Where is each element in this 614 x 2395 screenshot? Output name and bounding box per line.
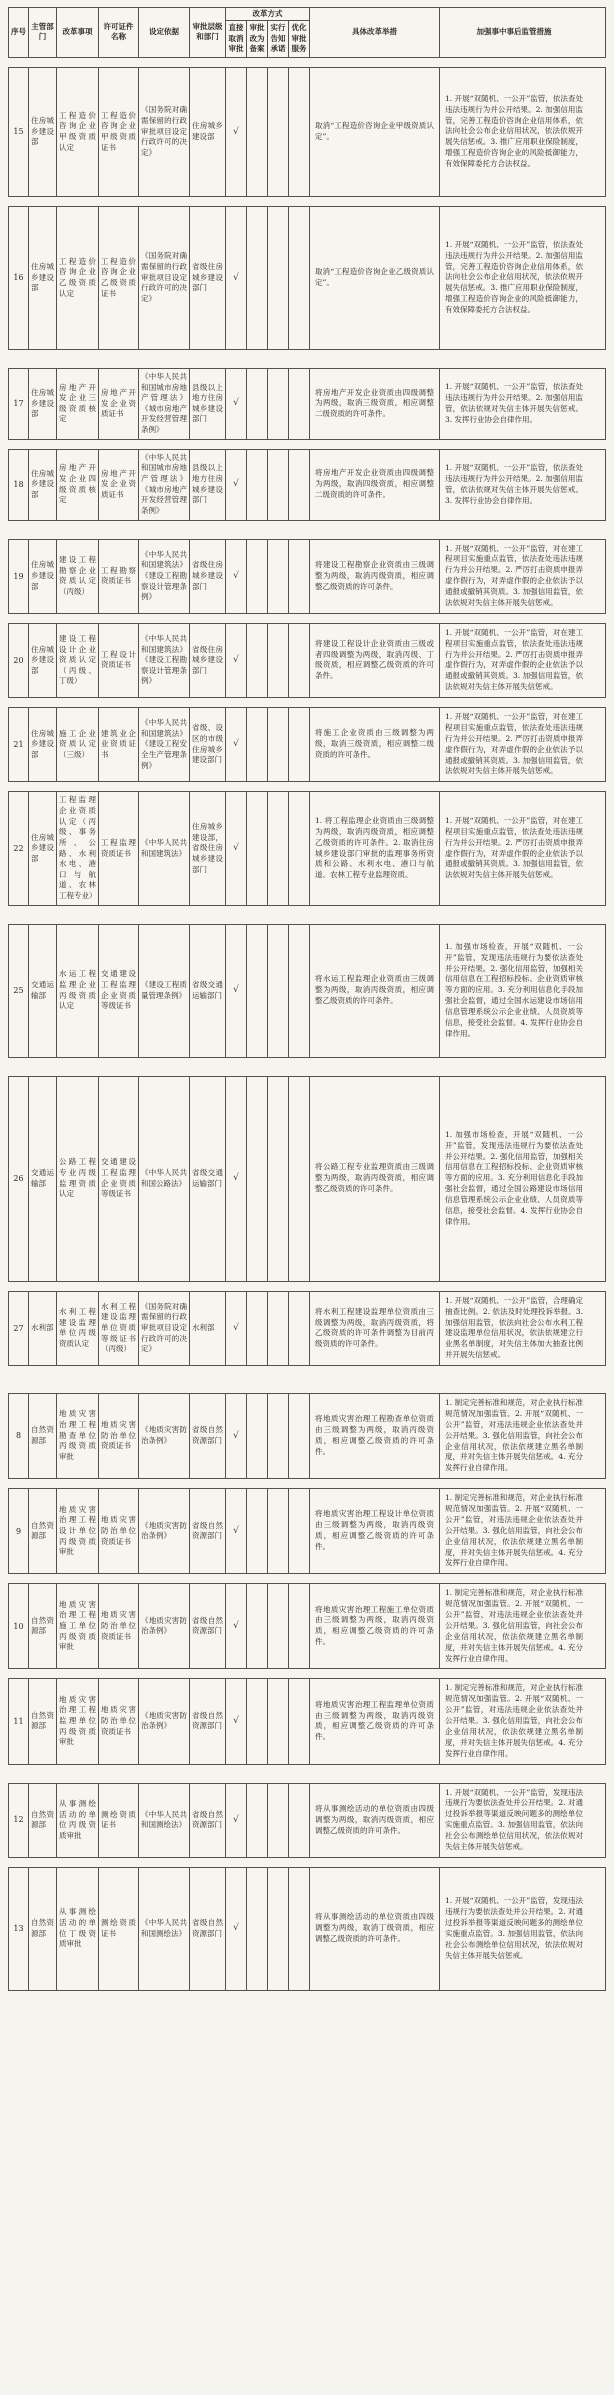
cell-department: 自然资源部 [29, 1679, 57, 1763]
table-row [8, 924, 606, 1058]
cell-legal-basis: 《中华人民共和国建筑法》《建设工程勘察设计管理条例》 [139, 624, 190, 697]
cell-legal-basis: 《地质灾害防治条例》 [139, 1394, 190, 1478]
cell-reform-item: 工程造价咨询企业乙级资质认定 [57, 207, 99, 349]
cell-supervision-measures: 1. 制定完善标准和规范，对企业执行标准规范情况加强监管。2. 开展“双随机、一公开”监管，对违法违规企业依法查处并公开结果。3. 强化信用监管，向社会公布企业信用状况，依法依规建立黑名单制度，并对失信主体开展失信惩戒。4. 充分发挥行业自律作用。 [445, 1588, 583, 1663]
cell-row-number: 17 [9, 369, 29, 439]
header-seq: 序号 [9, 8, 29, 57]
cell-license-name: 工程监理资质证书 [99, 792, 139, 904]
header-license-name: 许可证件名称 [99, 8, 139, 57]
cell-supervision-measures: 1. 开展“双随机、一公开”监管，合理确定抽查比例。2. 依法及时处理投诉举报。3. 加强信用监管，依法向社会公布水利工程建设监理单位信用状况，依法依规建立行业黑名单制度，对失信主体加大抽查比例并开展失信惩戒。 [445, 1295, 583, 1360]
cell-check-optimize-service [289, 1292, 310, 1365]
table-row [8, 707, 606, 782]
cell-supervision-measures: 1. 开展“双随机、一公开”监管，依法查处违法违规行为并公开结果。2. 加强信用监管，依法依规对失信主体开展失信惩戒。3. 发挥行业协会自律作用。 [445, 382, 583, 424]
cell-supervision-measures: 1. 制定完善标准和规范，对企业执行标准规范情况加强监管。2. 开展“双随机、一公开”监管，对违法违规企业依法查处并公开结果。3. 强化信用监管，向社会公布企业信用状况，依法依规建立黑名单制度，并对失信主体开展失信惩戒。4. 充分发挥行业自律作用。 [445, 1683, 583, 1758]
cell-reform-measures: 将地质灾害治理工程监理单位资质由三级调整为两级，取消丙级资质，相应调整乙级资质的许可条件。 [310, 1679, 440, 1763]
cell-department: 住房城乡建设部 [29, 450, 57, 520]
header-reform-item: 改革事项 [57, 8, 99, 57]
cell-legal-basis: 《中华人民共和国公路法》 [139, 1077, 190, 1281]
cell-approval-level: 省级交通运输部门 [190, 1077, 226, 1281]
cell-approval-level: 省级自然资源部门 [190, 1679, 226, 1763]
table-body [8, 67, 606, 1991]
cell-approval-level: 省级自然资源部门 [190, 1394, 226, 1478]
cell-legal-basis: 《中华人民共和国城市房地产管理法》《城市房地产开发经营管理条例》 [139, 369, 190, 439]
cell-check-cancel-approval: √ [226, 1868, 247, 1990]
cell-department: 水利部 [29, 1292, 57, 1365]
cell-reform-item: 水利工程建设监理单位丙级资质认定 [57, 1292, 99, 1365]
cell-department: 住房城乡建设部 [29, 207, 57, 349]
cell-check-cancel-approval: √ [226, 1077, 247, 1281]
cell-reform-item: 公路工程专业丙级监理资质认定 [57, 1077, 99, 1281]
cell-license-name: 地质灾害防治单位资质证书 [99, 1584, 139, 1668]
cell-check-notification-commitment [268, 1784, 289, 1857]
cell-check-cancel-approval: √ [226, 207, 247, 349]
cell-check-notification-commitment [268, 207, 289, 349]
table-row [8, 1076, 606, 1282]
cell-row-number: 18 [9, 450, 29, 520]
header-reform-mode-group: 改革方式 [226, 8, 310, 21]
cell-approval-level: 省级自然资源部门 [190, 1489, 226, 1573]
header-specific-measures: 具体改革举措 [310, 8, 440, 57]
cell-check-optimize-service [289, 369, 310, 439]
cell-license-name: 工程勘察资质证书 [99, 540, 139, 613]
cell-reform-item: 地质灾害治理工程施工单位丙级资质审批 [57, 1584, 99, 1668]
cell-supervision-measures: 1. 开展“双随机、一公开”监管，依法查处违法违规行为并公开结果。2. 加强信用监管，完善工程造价咨询企业信用体系，依法向社会公布企业信用状况，依法依规开展失信惩戒。3. 推广应用职业保险制度，增强工程造价咨询企业的风险抵御能力，有效保障委托方合法权益。 [445, 239, 583, 315]
cell-check-change-to-filing [247, 1394, 268, 1478]
cell-department: 自然资源部 [29, 1584, 57, 1668]
cell-check-optimize-service [289, 1394, 310, 1478]
cell-check-notification-commitment [268, 540, 289, 613]
cell-check-notification-commitment [268, 1868, 289, 1990]
cell-check-cancel-approval: √ [226, 708, 247, 781]
cell-reform-item: 从事测绘活动的单位丁级资质审批 [57, 1868, 99, 1990]
cell-license-name: 地质灾害防治单位资质证书 [99, 1394, 139, 1478]
cell-supervision-measures: 1. 开展“双随机、一公开”监管，发现违法违规行为要依法查处并公开结果。2. 对通过投诉举报等渠道反映问题多的测绘单位实施重点监管。3. 加强信用监管，依法向社会公布测绘单位信用状况，依法依规对失信主体开展失信惩戒。 [445, 1896, 583, 1960]
cell-license-name: 房地产开发企业资质证书 [99, 450, 139, 520]
cell-reform-item: 房地产开发企业三级资质核定 [57, 369, 99, 439]
table-row [8, 1488, 606, 1574]
cell-check-change-to-filing [247, 1292, 268, 1365]
cell-reform-measures: 将建设工程设计企业资质由三级或者四级调整为两级，取消丙级、丁级资质，相应调整乙级资质的许可条件。 [310, 624, 440, 697]
cell-reform-item: 地质灾害治理工程设计单位丙级资质审批 [57, 1489, 99, 1573]
cell-supervision-measures: 1. 制定完善标准和规范，对企业执行标准规范情况加强监管。2. 开展“双随机、一公开”监管，对违法违规企业依法查处并公开结果。3. 强化信用监管，向社会公布企业信用状况，依法依规建立黑名单制度，并对失信主体开展失信惩戒。4. 充分发挥行业自律作用。 [445, 1398, 583, 1473]
cell-legal-basis: 《国务院对确需保留的行政审批项目设定行政许可的决定》 [139, 207, 190, 349]
cell-check-notification-commitment [268, 369, 289, 439]
cell-check-notification-commitment [268, 1292, 289, 1365]
cell-approval-level: 住房城乡建设部，省级住房城乡建设部门 [190, 792, 226, 904]
cell-license-name: 交通建设工程监理企业资质等级证书 [99, 925, 139, 1057]
cell-check-notification-commitment [268, 1489, 289, 1573]
cell-row-number: 27 [9, 1292, 29, 1365]
table-row [8, 1867, 606, 1991]
cell-row-number: 20 [9, 624, 29, 697]
cell-supervision-measures: 1. 开展“双随机、一公开”监管，对在建工程项目实施重点监管，依法查处违法违规行为并公开结果。2. 严厉打击资质申报弄虚作假行为，对弄虚作假的企业依法予以通报或撤销其资质。3. 加强信用监管，依法依规对失信主体开展失信惩戒。 [445, 712, 583, 776]
cell-row-number: 21 [9, 708, 29, 781]
cell-department: 交通运输部 [29, 1077, 57, 1281]
cell-check-notification-commitment [268, 624, 289, 697]
cell-license-name: 工程造价咨询企业乙级资质证书 [99, 207, 139, 349]
cell-legal-basis: 《中华人民共和国建筑法》《建设工程勘察设计管理条例》 [139, 540, 190, 613]
table-row [8, 623, 606, 698]
cell-supervision-measures: 1. 开展“双随机、一公开”监管，依法查处违法违规行为并公开结果。2. 加强信用监管，完善工程造价咨询企业信用体系，依法向社会公布企业信用状况，依法依规开展失信惩戒。3. 推广应用职业保险制度，增强工程造价咨询企业的风险抵御能力，有效保障委托方合法权益。 [445, 93, 583, 169]
cell-check-cancel-approval: √ [226, 68, 247, 196]
cell-department: 住房城乡建设部 [29, 792, 57, 904]
cell-row-number: 10 [9, 1584, 29, 1668]
table-row [8, 1583, 606, 1669]
cell-reform-item: 建设工程设计企业资质认定（丙级、丁级） [57, 624, 99, 697]
cell-check-optimize-service [289, 450, 310, 520]
cell-check-optimize-service [289, 1784, 310, 1857]
cell-supervision-measures: 1. 加强市场检查，开展“双随机、一公开”监管，发现违法违规行为要依法查处并公开结果。2. 强化信用监管，加强相关信用信息在工程招标投标、企业资质审核等方面的应用。3. 充分利用信息化手段加强社会监督，通过全国水运建设市场信用信息管理系统公示企业业绩、人员资质等信息，接受社会监督。4. 发挥行业协会自律作用。 [445, 941, 583, 1038]
cell-license-name: 地质灾害防治单位资质证书 [99, 1679, 139, 1763]
cell-check-change-to-filing [247, 1489, 268, 1573]
header-change-to-filing: 审批改为备案 [247, 21, 268, 57]
table-row [8, 791, 606, 905]
cell-department: 交通运输部 [29, 925, 57, 1057]
cell-license-name: 交通建设工程监理企业资质等级证书 [99, 1077, 139, 1281]
header-legal-basis: 设定依据 [139, 8, 190, 57]
cell-check-notification-commitment [268, 708, 289, 781]
cell-department: 住房城乡建设部 [29, 540, 57, 613]
cell-check-cancel-approval: √ [226, 1292, 247, 1365]
cell-reform-item: 工程监理企业资质认定（丙级、事务所、公路、水利水电、港口与航道、农林工程专业） [57, 792, 99, 904]
cell-check-cancel-approval: √ [226, 1679, 247, 1763]
cell-check-change-to-filing [247, 1679, 268, 1763]
table-row [8, 539, 606, 614]
cell-license-name: 测绘资质证书 [99, 1868, 139, 1990]
cell-check-change-to-filing [247, 1077, 268, 1281]
cell-check-change-to-filing [247, 1584, 268, 1668]
cell-department: 住房城乡建设部 [29, 68, 57, 196]
cell-approval-level: 省级住房城乡建设部门 [190, 624, 226, 697]
cell-reform-item: 施工企业资质认定（三级） [57, 708, 99, 781]
cell-reform-item: 地质灾害治理工程监理单位丙级资质审批 [57, 1679, 99, 1763]
cell-row-number: 9 [9, 1489, 29, 1573]
cell-legal-basis: 《中华人民共和国城市房地产管理法》《城市房地产开发经营管理条例》 [139, 450, 190, 520]
cell-check-change-to-filing [247, 624, 268, 697]
cell-check-cancel-approval: √ [226, 1584, 247, 1668]
cell-reform-item: 地质灾害治理工程勘查单位丙级资质审批 [57, 1394, 99, 1478]
cell-reform-measures: 将地质灾害治理工程施工单位资质由三级调整为两级，取消丙级资质，相应调整乙级资质的许可条件。 [310, 1584, 440, 1668]
cell-legal-basis: 《中华人民共和国建筑法》 [139, 792, 190, 904]
cell-supervision-measures: 1. 开展“双随机、一公开”监管，对在建工程项目实施重点监管，依法查处违法违规行为并公开结果。2. 严厉打击资质申报弄虚作假行为，对弄虚作假的企业依法予以通报或撤销其资质。3. 加强信用监管，依法依规对失信主体开展失信惩戒。 [445, 815, 583, 880]
cell-check-optimize-service [289, 1679, 310, 1763]
header-optimize-service: 优化审批服务 [289, 21, 310, 57]
cell-license-name: 建筑业企业资质证书 [99, 708, 139, 781]
cell-check-notification-commitment [268, 925, 289, 1057]
cell-reform-measures: 将公路工程专业监理资质由三级调整为两级，取消丙级资质，相应调整乙级资质的许可条件。 [310, 1077, 440, 1281]
cell-approval-level: 省级自然资源部门 [190, 1584, 226, 1668]
cell-legal-basis: 《建设工程质量管理条例》 [139, 925, 190, 1057]
cell-legal-basis: 《地质灾害防治条例》 [139, 1489, 190, 1573]
cell-row-number: 16 [9, 207, 29, 349]
table-row [8, 1393, 606, 1479]
cell-check-optimize-service [289, 540, 310, 613]
cell-check-optimize-service [289, 624, 310, 697]
table-row [8, 1678, 606, 1764]
cell-check-change-to-filing [247, 708, 268, 781]
cell-reform-measures: 将施工企业资质由三级调整为两级，取消三级资质，相应调整二级资质的许可条件。 [310, 708, 440, 781]
cell-reform-measures: 取消“工程造价咨询企业甲级资质认定”。 [310, 68, 440, 196]
cell-reform-item: 工程造价咨询企业甲级资质认定 [57, 68, 99, 196]
cell-check-optimize-service [289, 1489, 310, 1573]
cell-check-notification-commitment [268, 1394, 289, 1478]
cell-check-change-to-filing [247, 925, 268, 1057]
table-row [8, 368, 606, 440]
cell-check-change-to-filing [247, 1784, 268, 1857]
header-supervision-measures: 加强事中事后监管措施 [476, 27, 552, 37]
cell-reform-measures: 将房地产开发企业资质由四级调整为两级，取消三级资质，相应调整二级资质的许可条件。 [310, 369, 440, 439]
cell-license-name: 水利工程建设监理单位资质等级证书（丙级） [99, 1292, 139, 1365]
cell-reform-measures: 取消“工程造价咨询企业乙级资质认定”。 [310, 207, 440, 349]
cell-reform-measures: 将水利工程建设监理单位资质由三级调整为两级，取消丙级资质，将乙级资质的许可条件调整为目前丙级资质的许可条件。 [310, 1292, 440, 1365]
cell-legal-basis: 《国务院对确需保留的行政审批项目设定行政许可的决定》 [139, 1292, 190, 1365]
cell-reform-item: 建设工程勘察企业资质认定（丙级） [57, 540, 99, 613]
header-cancel-approval: 直接取消审批 [226, 21, 247, 57]
cell-check-cancel-approval: √ [226, 450, 247, 520]
cell-row-number: 26 [9, 1077, 29, 1281]
cell-check-notification-commitment [268, 792, 289, 904]
cell-check-optimize-service [289, 68, 310, 196]
cell-department: 自然资源部 [29, 1489, 57, 1573]
cell-check-cancel-approval: √ [226, 1784, 247, 1857]
cell-license-name: 工程造价咨询企业甲级资质证书 [99, 68, 139, 196]
cell-license-name: 工程设计资质证书 [99, 624, 139, 697]
cell-check-change-to-filing [247, 450, 268, 520]
cell-check-cancel-approval: √ [226, 624, 247, 697]
cell-department: 住房城乡建设部 [29, 624, 57, 697]
cell-check-change-to-filing [247, 1868, 268, 1990]
cell-legal-basis: 《地质灾害防治条例》 [139, 1584, 190, 1668]
cell-supervision-measures: 1. 开展“双随机、一公开”监管，对在建工程项目实施重点监管，依法查处违法违规行为并公开结果。2. 严厉打击资质申报弄虚作假行为，对弄虚作假的企业依法予以通报或撤销其资质。3. 加强信用监管，依法依规对失信主体开展失信惩戒。 [445, 627, 583, 692]
cell-reform-measures: 将从事测绘活动的单位资质由四级调整为两级，取消丙级资质，相应调整乙级资质的许可条件。 [310, 1784, 440, 1857]
cell-department: 自然资源部 [29, 1868, 57, 1990]
cell-legal-basis: 《中华人民共和国测绘法》 [139, 1868, 190, 1990]
cell-row-number: 15 [9, 68, 29, 196]
table-row [8, 449, 606, 521]
cell-check-change-to-filing [247, 792, 268, 904]
cell-approval-level: 省级、设区的市级住房城乡建设部门 [190, 708, 226, 781]
cell-check-optimize-service [289, 1868, 310, 1990]
cell-legal-basis: 《地质灾害防治条例》 [139, 1679, 190, 1763]
header-approval-level: 审批层级和部门 [190, 8, 226, 57]
cell-approval-level: 住房城乡建设部 [190, 68, 226, 196]
cell-supervision-measures: 1. 加强市场检查，开展“双随机、一公开”监管，发现违法违规行为要依法查处并公开结果。2. 强化信用监管，加强相关信用信息在工程招标投标、企业资质审核等方面的应用。3. 充分利用信息化手段加强社会监督，通过全国公路建设市场信用信息管理系统公示企业业绩、人员资质等信息，接受社会监督。4. 发挥行业协会自律作用。 [445, 1129, 583, 1226]
table-row [8, 1291, 606, 1366]
cell-check-notification-commitment [268, 450, 289, 520]
cell-check-change-to-filing [247, 540, 268, 613]
cell-department: 自然资源部 [29, 1784, 57, 1857]
cell-legal-basis: 《中华人民共和国建筑法》《建设工程安全生产管理条例》 [139, 708, 190, 781]
cell-approval-level: 省级住房城乡建设部门 [190, 540, 226, 613]
cell-supervision-measures: 1. 制定完善标准和规范，对企业执行标准规范情况加强监管。2. 开展“双随机、一公开”监管，对违法违规企业依法查处并公开结果。3. 强化信用监管，向社会公布企业信用状况，依法依规建立黑名单制度，并对失信主体开展失信惩戒。4. 充分发挥行业自律作用。 [445, 1493, 583, 1568]
header-notification-commitment: 实行告知承诺 [268, 21, 289, 57]
cell-approval-level: 水利部 [190, 1292, 226, 1365]
cell-check-notification-commitment [268, 1584, 289, 1668]
cell-reform-measures: 将房地产开发企业资质由四级调整为两级，取消四级资质，相应调整二级资质的许可条件。 [310, 450, 440, 520]
cell-check-optimize-service [289, 1077, 310, 1281]
cell-row-number: 12 [9, 1784, 29, 1857]
cell-check-optimize-service [289, 792, 310, 904]
cell-check-change-to-filing [247, 207, 268, 349]
cell-reform-measures: 将建设工程勘察企业资质由三级调整为两级，取消丙级资质，相应调整乙级资质的许可条件。 [310, 540, 440, 613]
cell-approval-level: 县级以上地方住房城乡建设部门 [190, 450, 226, 520]
cell-reform-measures: 将从事测绘活动的单位资质由四级调整为两级，取消丁级资质，相应调整乙级资质的许可条件。 [310, 1868, 440, 1990]
cell-check-cancel-approval: √ [226, 540, 247, 613]
cell-approval-level: 县级以上地方住房城乡建设部门 [190, 369, 226, 439]
table-row [8, 1783, 606, 1858]
cell-check-optimize-service [289, 925, 310, 1057]
cell-check-cancel-approval: √ [226, 792, 247, 904]
cell-license-name: 测绘资质证书 [99, 1784, 139, 1857]
cell-supervision-measures: 1. 开展“双随机、一公开”监管，依法查处违法违规行为并公开结果。2. 加强信用监管，依法依规对失信主体开展失信惩戒。3. 发挥行业协会自律作用。 [445, 462, 583, 505]
cell-check-notification-commitment [268, 1679, 289, 1763]
cell-department: 住房城乡建设部 [29, 369, 57, 439]
cell-check-cancel-approval: √ [226, 1394, 247, 1478]
cell-reform-measures: 1. 将工程监理企业资质由三级调整为两级，取消丙级资质，相应调整乙级资质的许可条件。2. 取消住房城乡建设部门审批的监理事务所资质和公路、水利水电、港口与航道、农林工程专业监理资质。 [310, 792, 440, 904]
cell-approval-level: 省级自然资源部门 [190, 1868, 226, 1990]
cell-legal-basis: 《国务院对确需保留的行政审批项目设定行政许可的决定》 [139, 68, 190, 196]
cell-check-notification-commitment [268, 68, 289, 196]
cell-check-change-to-filing [247, 68, 268, 196]
cell-row-number: 22 [9, 792, 29, 904]
cell-license-name: 地质灾害防治单位资质证书 [99, 1489, 139, 1573]
cell-reform-measures: 将地质灾害治理工程设计单位资质由三级调整为两级，取消丙级资质，相应调整乙级资质的许可条件。 [310, 1489, 440, 1573]
cell-approval-level: 省级交通运输部门 [190, 925, 226, 1057]
cell-reform-item: 水运工程监理企业丙级资质认定 [57, 925, 99, 1057]
cell-check-change-to-filing [247, 369, 268, 439]
cell-reform-item: 从事测绘活动的单位丙级资质审批 [57, 1784, 99, 1857]
cell-row-number: 13 [9, 1868, 29, 1990]
cell-check-optimize-service [289, 708, 310, 781]
cell-department: 住房城乡建设部 [29, 708, 57, 781]
cell-legal-basis: 《中华人民共和国测绘法》 [139, 1784, 190, 1857]
cell-check-optimize-service [289, 1584, 310, 1668]
cell-row-number: 11 [9, 1679, 29, 1763]
cell-row-number: 8 [9, 1394, 29, 1478]
header-department: 主管部门 [29, 8, 57, 57]
cell-supervision-measures: 1. 开展“双随机、一公开”监管，对在建工程项目实施重点监管，依法查处违法违规行为并公开结果。2. 严厉打击资质申报弄虚作假行为，对弄虚作假的企业依法予以通报或撤销其资质。3. 加强信用监管，依法依规对失信主体开展失信惩戒。 [445, 543, 583, 607]
cell-approval-level: 省级住房城乡建设部门 [190, 207, 226, 349]
cell-reform-item: 房地产开发企业四级资质核定 [57, 450, 99, 520]
cell-check-optimize-service [289, 207, 310, 349]
cell-check-cancel-approval: √ [226, 1489, 247, 1573]
cell-check-notification-commitment [268, 1077, 289, 1281]
cell-supervision-measures: 1. 开展“双随机、一公开”监管，发现违法违规行为要依法查处并公开结果。2. 对通过投诉举报等渠道反映问题多的测绘单位实施重点监管。3. 加强信用监管，依法向社会公布测绘单位信用状况，依法依规对失信主体开展失信惩戒。 [445, 1787, 583, 1851]
cell-row-number: 25 [9, 925, 29, 1057]
table-header-row [8, 7, 606, 58]
cell-reform-measures: 将地质灾害治理工程勘查单位资质由三级调整为两级，取消丙级资质，相应调整乙级资质的许可条件。 [310, 1394, 440, 1478]
cell-row-number: 19 [9, 540, 29, 613]
cell-check-cancel-approval: √ [226, 925, 247, 1057]
cell-approval-level: 省级自然资源部门 [190, 1784, 226, 1857]
cell-license-name: 房地产开发企业资质证书 [99, 369, 139, 439]
table-row [8, 206, 606, 350]
cell-department: 自然资源部 [29, 1394, 57, 1478]
cell-check-cancel-approval: √ [226, 369, 247, 439]
table-row [8, 67, 606, 197]
cell-reform-measures: 将水运工程监理企业资质由三级调整为两级，取消丙级资质，相应调整乙级资质的许可条件。 [310, 925, 440, 1057]
